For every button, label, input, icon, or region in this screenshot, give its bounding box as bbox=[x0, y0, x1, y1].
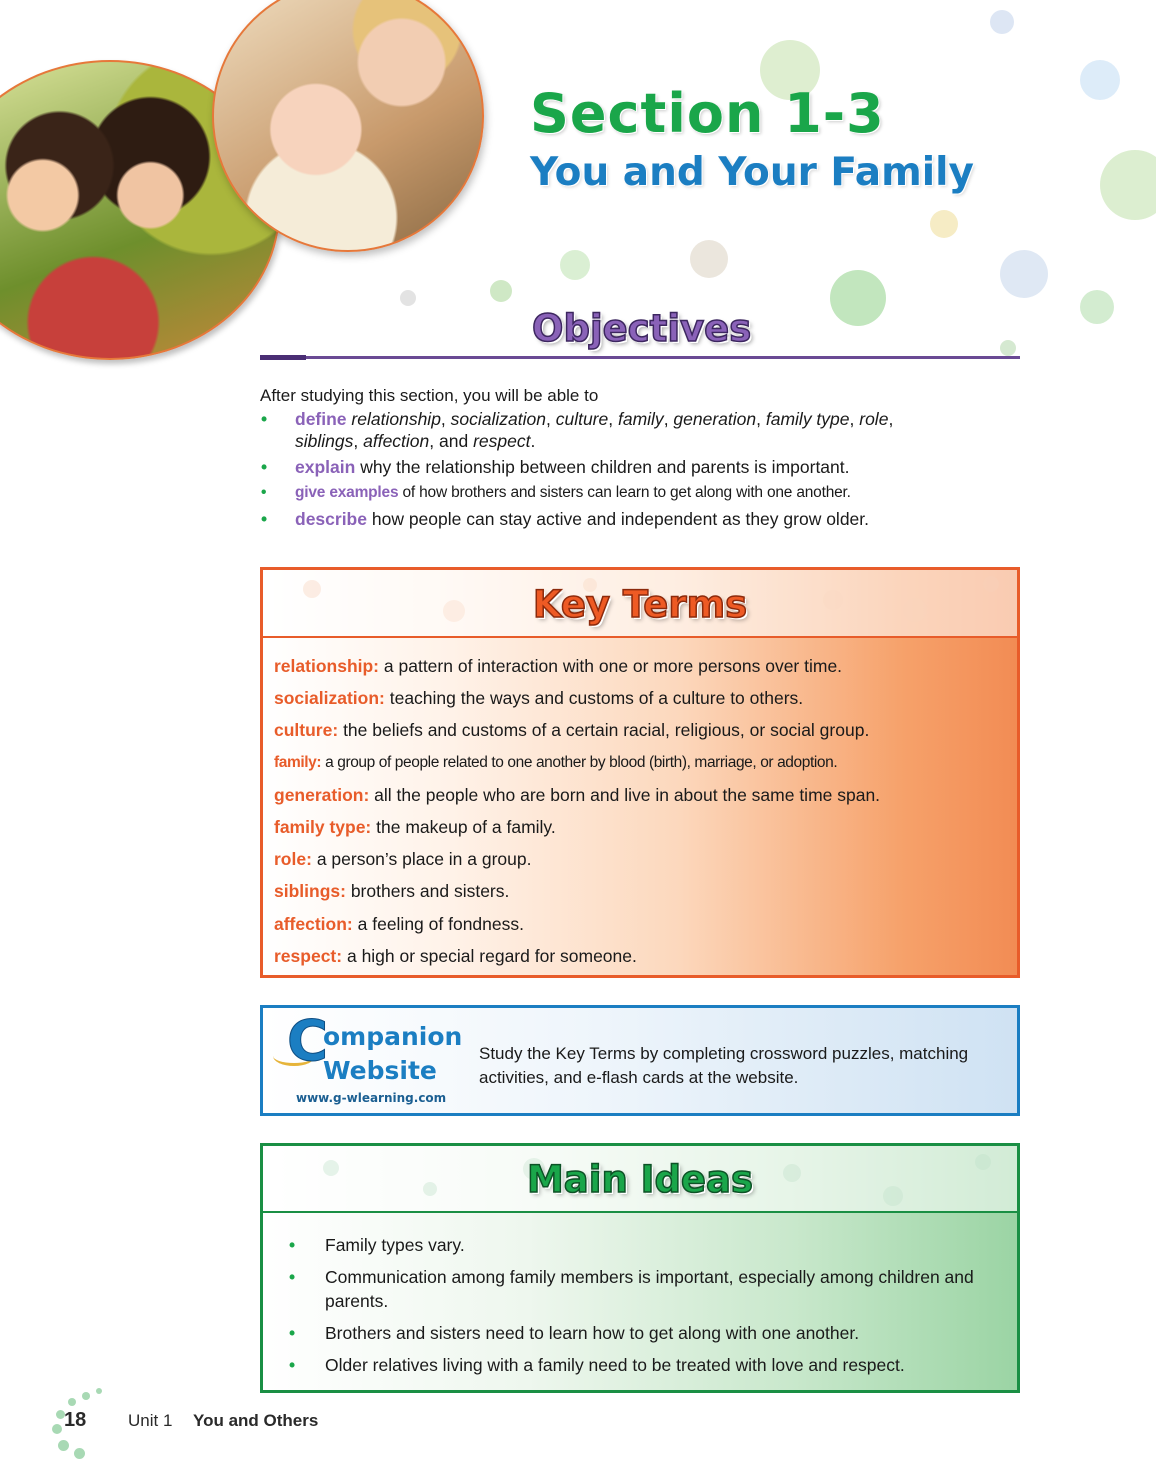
key-term: siblings: bbox=[274, 881, 346, 902]
objective-term: siblings bbox=[295, 431, 354, 451]
section-title: Section 1-3 bbox=[530, 82, 885, 145]
objective-item-explain bbox=[260, 456, 1030, 478]
main-idea-item bbox=[285, 1321, 1005, 1345]
objective-conjunction: and bbox=[439, 431, 469, 451]
key-term-item bbox=[274, 881, 1019, 913]
companion-description: Study the Key Terms by completing crossword puzzles, matching activities, and e-flash cards at the website. bbox=[479, 1044, 969, 1087]
key-term-item bbox=[274, 817, 1019, 849]
key-term: affection: bbox=[274, 913, 353, 934]
objective-term: respect bbox=[473, 431, 531, 451]
companion-logo-word: Website bbox=[323, 1056, 437, 1085]
key-term: respect: bbox=[274, 945, 343, 966]
key-term-definition: all the people who are born and live in about the same time span. bbox=[374, 784, 881, 805]
objective-item-define: • define relationship, socialization, culture, family, generation, family type, role, siblings, affection, and respect. bbox=[261, 409, 894, 451]
objectives-heading: Objectives bbox=[532, 307, 752, 350]
objective-term: family type bbox=[765, 409, 850, 429]
bullet-icon: • bbox=[261, 457, 268, 477]
key-term-definition: a high or special regard for someone. bbox=[346, 945, 637, 966]
objective-text: why the relationship between children and parents is important. bbox=[360, 457, 850, 477]
main-idea-item bbox=[285, 1353, 1005, 1377]
objective-verb: explain bbox=[295, 457, 356, 477]
key-terms-list bbox=[274, 656, 1019, 978]
objective-verb: give examples bbox=[295, 484, 399, 501]
main-idea-text: Brothers and sisters need to learn how to get along with one another. bbox=[325, 1323, 860, 1343]
bullet-icon: • bbox=[289, 1235, 296, 1255]
key-term-item bbox=[274, 914, 1019, 946]
bullet-icon: • bbox=[289, 1355, 296, 1375]
objective-term: role bbox=[859, 409, 889, 429]
section-subtitle: You and Your Family bbox=[530, 150, 974, 195]
objectives-rule bbox=[260, 356, 1020, 359]
key-term-item bbox=[274, 753, 1019, 785]
bullet-icon: • bbox=[261, 509, 268, 529]
objective-term: relationship bbox=[351, 409, 441, 429]
key-term-item bbox=[274, 946, 1019, 978]
companion-logo-c: C bbox=[287, 1009, 329, 1074]
key-term-definition: brothers and sisters. bbox=[350, 881, 510, 902]
key-term-definition: a feeling of fondness. bbox=[357, 913, 524, 934]
main-idea-item bbox=[285, 1265, 1005, 1313]
objectives-list bbox=[260, 408, 1030, 534]
objective-verb: describe bbox=[295, 509, 367, 529]
bullet-icon: • bbox=[261, 484, 267, 501]
objective-item-describe bbox=[260, 508, 1030, 530]
objective-term: affection bbox=[363, 431, 430, 451]
key-term: socialization: bbox=[274, 688, 385, 709]
key-term: relationship: bbox=[274, 656, 380, 676]
footer-unit-title: You and Others bbox=[193, 1411, 319, 1430]
objective-text: of how brothers and sisters can learn to get along with one another. bbox=[402, 484, 851, 501]
objectives-rule-accent bbox=[260, 355, 306, 360]
key-term: family type: bbox=[274, 816, 372, 837]
key-term-definition: the makeup of a family. bbox=[376, 816, 556, 837]
key-term-definition: teaching the ways and customs of a culture to others. bbox=[389, 688, 804, 709]
bullet-icon: • bbox=[289, 1323, 296, 1343]
key-term: role: bbox=[274, 849, 312, 870]
key-term: culture: bbox=[274, 720, 339, 741]
main-ideas-box bbox=[260, 1143, 1020, 1393]
footer-unit: Unit 1 bbox=[128, 1411, 173, 1430]
companion-website-box bbox=[260, 1005, 1020, 1116]
key-term-item bbox=[274, 656, 1019, 688]
key-term-item bbox=[274, 688, 1019, 720]
main-ideas-header bbox=[263, 1146, 1017, 1213]
objectives-intro: After studying this section, you will be able to bbox=[260, 386, 599, 405]
main-idea-text: Family types vary. bbox=[325, 1235, 465, 1255]
key-term: generation: bbox=[274, 784, 370, 805]
key-term-item bbox=[274, 720, 1019, 752]
companion-url-link[interactable]: www.g-wlearning.com bbox=[296, 1091, 447, 1105]
key-term: family: bbox=[274, 753, 322, 771]
key-term-item bbox=[274, 849, 1019, 881]
objective-item-give-examples bbox=[260, 482, 1030, 504]
key-term-definition: a person’s place in a group. bbox=[316, 849, 532, 870]
objective-text: how people can stay active and independent as they grow older. bbox=[371, 509, 870, 529]
key-terms-heading: Key Terms bbox=[532, 583, 748, 626]
companion-logo-word: ompanion bbox=[323, 1022, 463, 1051]
main-ideas-list bbox=[285, 1233, 1005, 1385]
key-terms-header bbox=[263, 570, 1017, 638]
key-terms-box bbox=[260, 567, 1020, 978]
objective-term: generation bbox=[673, 409, 757, 429]
key-term-definition: a pattern of interaction with one or more persons over time. bbox=[383, 656, 843, 676]
objective-term: family bbox=[617, 409, 664, 429]
main-idea-text: Older relatives living with a family need to be treated with love and respect. bbox=[325, 1355, 905, 1375]
key-term-definition: the beliefs and customs of a certain racial, religious, or social group. bbox=[343, 720, 870, 741]
main-ideas-heading: Main Ideas bbox=[526, 1158, 754, 1201]
main-idea-item bbox=[285, 1233, 1005, 1257]
key-term-item bbox=[274, 785, 1019, 817]
objective-term: culture bbox=[555, 409, 609, 429]
objective-term: socialization bbox=[450, 409, 546, 429]
bullet-icon: • bbox=[289, 1267, 296, 1287]
main-idea-text: Communication among family members is important, especially among children and parents. bbox=[325, 1267, 974, 1311]
page-number: 18 bbox=[64, 1409, 87, 1431]
key-term-definition: a group of people related to one another by blood (birth), marriage, or adoption. bbox=[325, 753, 838, 771]
objective-verb: define bbox=[295, 409, 347, 429]
bullet-icon: • bbox=[261, 409, 268, 429]
